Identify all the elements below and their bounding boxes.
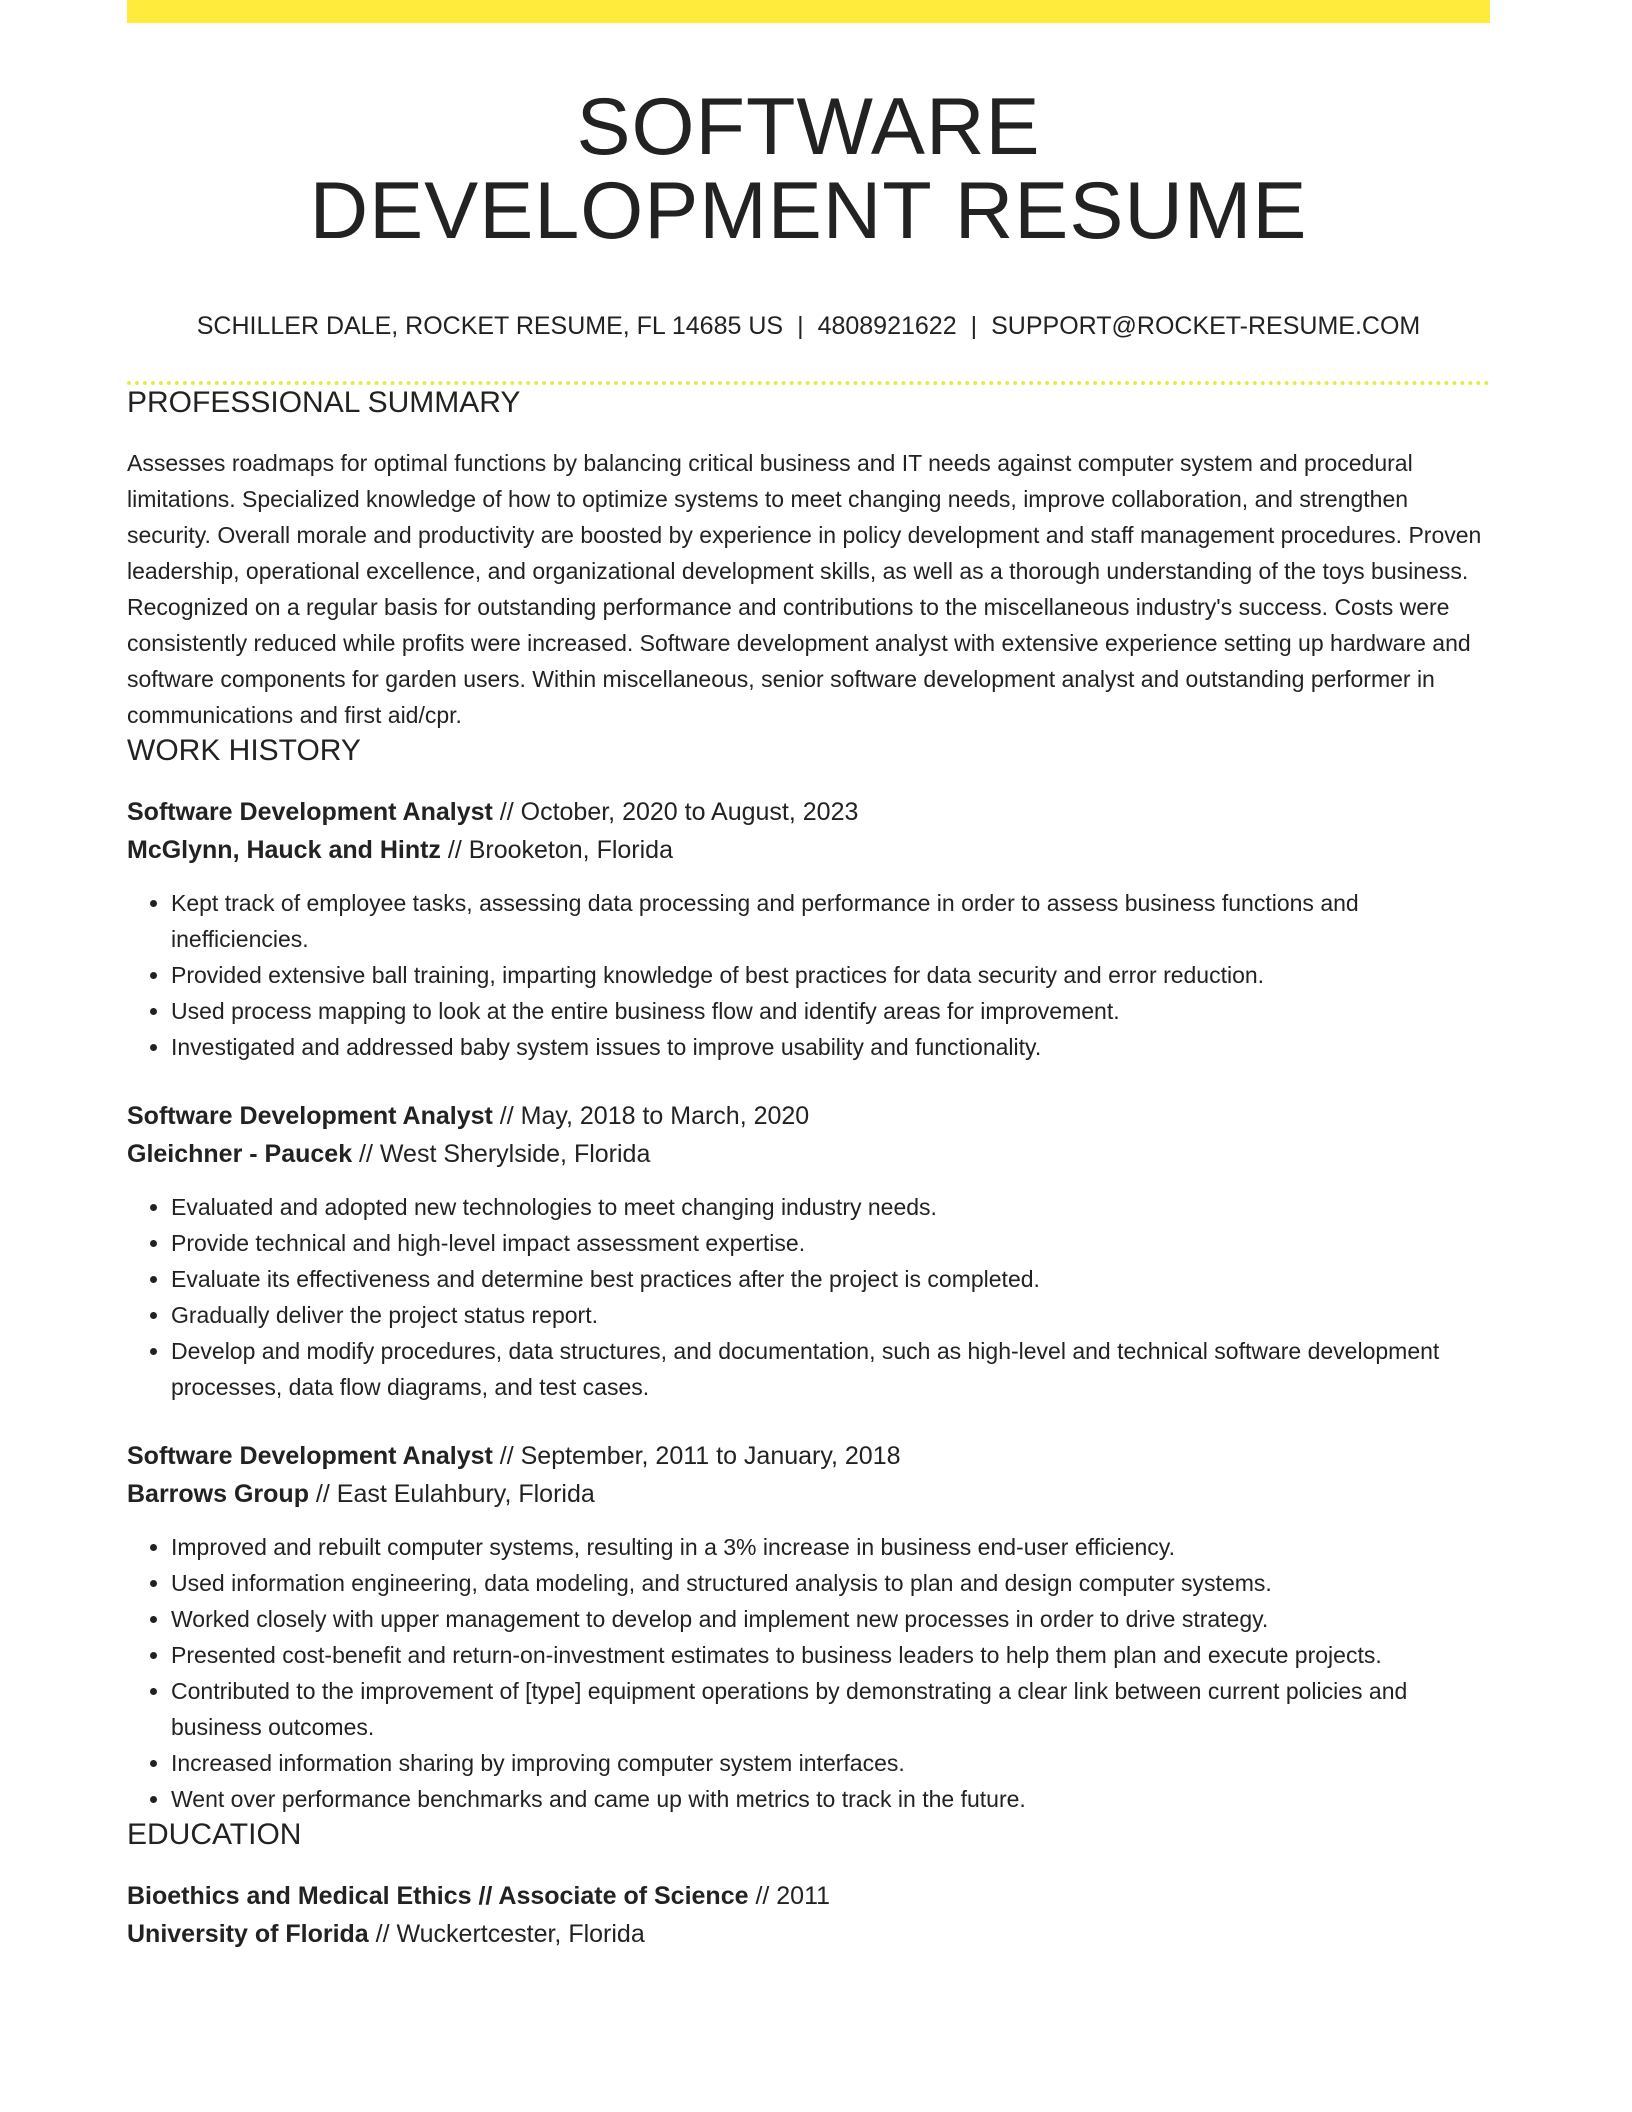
job-location: // Brooketon, Florida xyxy=(440,836,673,864)
education-degree: Bioethics and Medical Ethics // Associate of Science xyxy=(127,1882,749,1910)
list-item: • Used process mapping to look at the entire business flow and identify areas for improvement. xyxy=(171,993,1490,1029)
education-school-line xyxy=(127,1915,1490,1953)
list-item: • Provided extensive ball training, imparting knowledge of best practices for data security and error reduction. xyxy=(171,957,1490,993)
job-company: Barrows Group xyxy=(127,1480,309,1508)
job-location: // East Eulahbury, Florida xyxy=(308,1480,595,1508)
contact-phone: 4808921622 xyxy=(817,312,957,340)
contact-info xyxy=(127,311,1490,341)
list-item: • Used information engineering, data modeling, and structured analysis to plan and design computer systems. xyxy=(171,1565,1490,1601)
contact-email: SUPPORT@ROCKET-RESUME.COM xyxy=(991,312,1421,340)
job-dates: // September, 2011 to January, 2018 xyxy=(492,1442,901,1470)
list-item: • Provide technical and high-level impact assessment expertise. xyxy=(171,1225,1490,1261)
title-line-1: SOFTWARE xyxy=(576,82,1041,172)
job-location: // West Sherylside, Florida xyxy=(352,1140,651,1168)
list-item: • Presented cost-benefit and return-on-investment estimates to business leaders to help them plan and execute projects. xyxy=(171,1637,1490,1673)
job-dates: // October, 2020 to August, 2023 xyxy=(492,798,859,826)
list-item: • Kept track of employee tasks, assessing data processing and performance in order to assess business functions and inefficiencies. xyxy=(171,885,1490,957)
contact-address: SCHILLER DALE, ROCKET RESUME, FL 14685 US xyxy=(196,312,784,340)
summary-text: Assesses roadmaps for optimal functions by balancing critical business and IT needs against computer system and procedural limitations. Specialized knowledge of how to optimize systems to meet changing needs, improve collaboration, and strengthen security. Overall morale and productivity are boosted by experience in policy development and staff management procedures. Proven leadership, operational excellence, and organizational development skills, as well as a thorough understanding of the toys business. Recognized on a regular basis for outstanding performance and contributions to the miscellaneous industry's success. Costs were consistently reduced while profits were increased. Software development analyst with extensive experience setting up hardware and software components for garden users. Within miscellaneous, senior software development analyst and outstanding performer in communications and first aid/cpr. xyxy=(127,450,1482,728)
contact-separator: | xyxy=(797,312,804,340)
job-company-line xyxy=(127,831,1490,869)
education-entry xyxy=(127,1877,1490,1953)
education-degree-line xyxy=(127,1877,1490,1915)
education-school: University of Florida xyxy=(127,1920,369,1948)
job-bullets xyxy=(127,1529,1490,1817)
job-bullets xyxy=(127,1189,1490,1405)
education-location: // Wuckertcester, Florida xyxy=(368,1920,645,1948)
job-title: Software Development Analyst xyxy=(127,1102,493,1130)
job-company-line xyxy=(127,1475,1490,1513)
job-company: Gleichner - Paucek xyxy=(127,1140,353,1168)
accent-bar xyxy=(127,0,1490,23)
list-item: • Improved and rebuilt computer systems, resulting in a 3% increase in business end-user efficiency. xyxy=(171,1529,1490,1565)
resume-content xyxy=(127,23,1490,1953)
job-title-line xyxy=(127,793,1490,831)
list-item: • Contributed to the improvement of [type] equipment operations by demonstrating a clear link between current policies and business outcomes. xyxy=(171,1673,1490,1745)
list-item: • Investigated and addressed baby system issues to improve usability and functionality. xyxy=(171,1029,1490,1065)
job-title-line xyxy=(127,1437,1490,1475)
job-title: Software Development Analyst xyxy=(127,798,493,826)
job-dates: // May, 2018 to March, 2020 xyxy=(492,1102,810,1130)
education-heading: EDUCATION xyxy=(127,1818,302,1851)
job-entry xyxy=(127,793,1490,1065)
contact-separator: | xyxy=(970,312,978,340)
list-item: • Worked closely with upper management to develop and implement new processes in order to drive strategy. xyxy=(171,1601,1490,1637)
list-item: • Evaluated and adopted new technologies to meet changing industry needs. xyxy=(171,1189,1490,1225)
job-entry xyxy=(127,1097,1490,1405)
job-company-line xyxy=(127,1135,1490,1173)
list-item: • Develop and modify procedures, data structures, and documentation, such as high-level and technical software development processes, data flow diagrams, and test cases. xyxy=(171,1333,1490,1405)
list-item: • Evaluate its effectiveness and determine best practices after the project is completed. xyxy=(171,1261,1490,1297)
job-bullets xyxy=(127,885,1490,1065)
job-title: Software Development Analyst xyxy=(127,1442,493,1470)
job-company: McGlynn, Hauck and Hintz xyxy=(127,836,441,864)
list-item: • Gradually deliver the project status report. xyxy=(171,1297,1490,1333)
list-item: • Went over performance benchmarks and came up with metrics to track in the future. xyxy=(171,1781,1490,1817)
title-line-2: DEVELOPMENT RESUME xyxy=(309,166,1308,256)
work-history-heading: WORK HISTORY xyxy=(127,734,361,767)
job-title-line xyxy=(127,1097,1490,1135)
resume-title xyxy=(127,82,1490,256)
education-year: // 2011 xyxy=(748,1882,831,1910)
job-entry xyxy=(127,1437,1490,1817)
list-item: • Increased information sharing by improving computer system interfaces. xyxy=(171,1745,1490,1781)
summary-heading: PROFESSIONAL SUMMARY xyxy=(127,386,521,419)
